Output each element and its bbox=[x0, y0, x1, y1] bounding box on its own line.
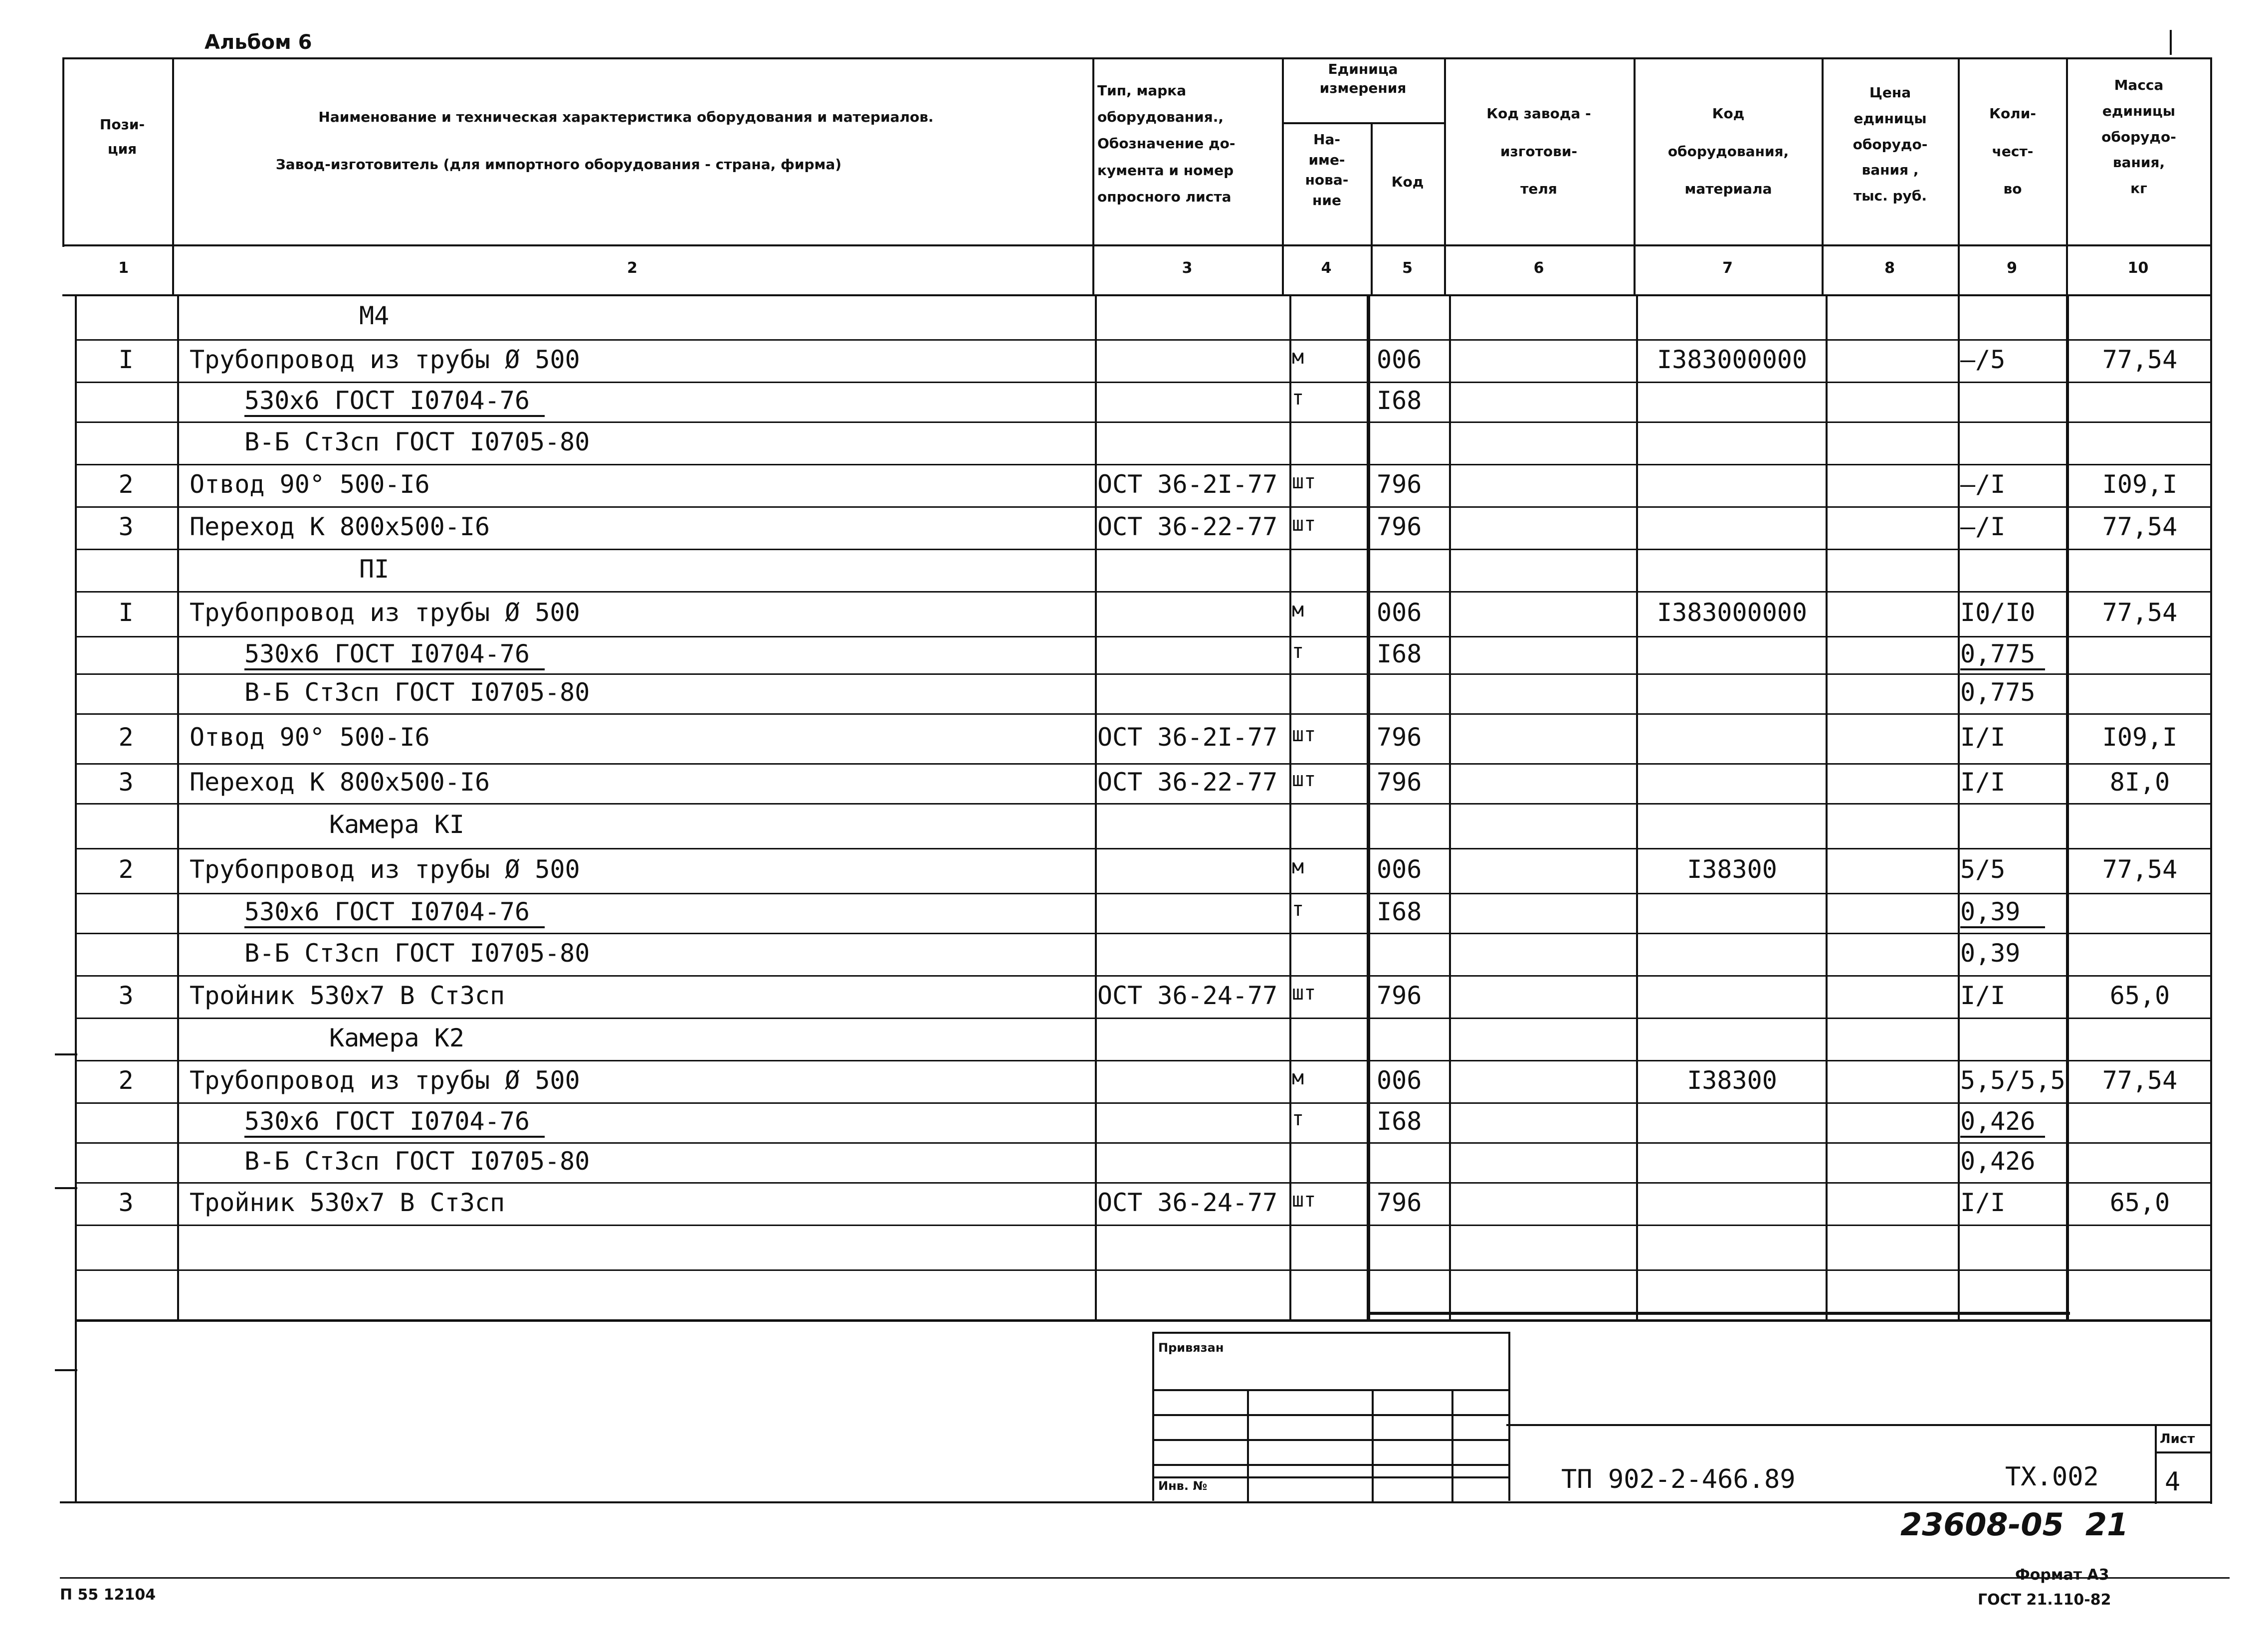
row-divider bbox=[75, 803, 2212, 805]
document-cell: ОСТ 36-24-77 bbox=[1097, 981, 1278, 1010]
footer-left-code: Π 55 12104 bbox=[60, 1586, 156, 1604]
row-divider bbox=[75, 1060, 2212, 1061]
row-divider bbox=[75, 893, 2212, 894]
material-code-cell: I383000000 bbox=[1656, 598, 1808, 627]
footer-standard: ГОСТ 21.110-82 bbox=[1978, 1591, 2111, 1609]
mass-cell: 65,0 bbox=[2109, 1188, 2170, 1217]
album-label: Альбом 6 bbox=[205, 31, 312, 54]
quantity-cell: I/I bbox=[1960, 1188, 2006, 1217]
column-number: 1 bbox=[118, 259, 129, 277]
header-plant-code: Код завода - изготови- теля bbox=[1486, 105, 1591, 198]
column-number: 3 bbox=[1182, 259, 1193, 277]
mass-cell: I09,I bbox=[2102, 723, 2178, 752]
unit-name-cell: т bbox=[1292, 387, 1304, 410]
column-number: 6 bbox=[1533, 259, 1544, 277]
handwritten-number: 23608-05 21 bbox=[1900, 1506, 2129, 1543]
unit-code-cell: 006 bbox=[1377, 855, 1422, 884]
name-cell: Трубопровод из трубы Ø 500 bbox=[190, 598, 580, 627]
header-unit-name: На- име- нова- ние bbox=[1305, 131, 1349, 208]
quantity-cell: –/I bbox=[1960, 512, 2006, 541]
name-cell: Тройник 530х7 В Ст3сп bbox=[190, 981, 505, 1010]
row-divider bbox=[75, 464, 2212, 465]
name-cell: Тройник 530х7 В Ст3сп bbox=[190, 1188, 505, 1217]
mass-cell: I09,I bbox=[2102, 469, 2178, 499]
material-code-cell: I38300 bbox=[1687, 1065, 1777, 1095]
quantity-cell: I/I bbox=[1960, 723, 2006, 752]
project-number: ТП 902-2-466.89 bbox=[1561, 1464, 1796, 1494]
quantity-cell: 0,775 bbox=[1960, 678, 2036, 707]
bound-label: Привязан bbox=[1158, 1341, 1224, 1355]
unit-code-cell: I68 bbox=[1377, 639, 1422, 668]
unit-name-cell: шт bbox=[1292, 981, 1316, 1005]
column-number: 2 bbox=[627, 259, 637, 277]
unit-code-cell: I68 bbox=[1377, 1107, 1422, 1136]
row-divider bbox=[75, 673, 2212, 675]
footer-format: Формат А3 bbox=[2015, 1566, 2109, 1584]
mass-cell: 77,54 bbox=[2102, 1065, 2178, 1095]
unit-name-cell: шт bbox=[1292, 723, 1316, 746]
position-cell: I bbox=[118, 598, 134, 627]
name-cell: Трубопровод из трубы Ø 500 bbox=[190, 345, 580, 374]
quantity-cell: I/I bbox=[1960, 768, 2006, 797]
unit-name-cell: т bbox=[1292, 639, 1304, 663]
row-divider bbox=[75, 591, 2212, 593]
mass-cell: 8I,0 bbox=[2109, 768, 2170, 797]
row-divider bbox=[75, 382, 2212, 383]
header-position: Пози- ция bbox=[99, 116, 145, 157]
row-divider bbox=[75, 848, 2212, 849]
unit-name-cell: шт bbox=[1292, 512, 1316, 536]
mass-cell: 77,54 bbox=[2102, 598, 2178, 627]
name-cell: 530х6 ГОСТ I0704-76 bbox=[244, 1109, 545, 1138]
name-cell: Камера КI bbox=[329, 810, 464, 839]
unit-name-cell: м bbox=[1292, 855, 1304, 878]
material-code-cell: I383000000 bbox=[1656, 345, 1808, 374]
unit-code-cell: 796 bbox=[1377, 469, 1422, 499]
quantity-cell: 0,39 bbox=[1960, 899, 2045, 928]
unit-code-cell: 796 bbox=[1377, 981, 1422, 1010]
quantity-cell: –/5 bbox=[1960, 345, 2006, 374]
corner-mark bbox=[2170, 30, 2172, 55]
name-cell: Трубопровод из трубы Ø 500 bbox=[190, 855, 580, 884]
name-cell: Отвод 90° 500-I6 bbox=[190, 723, 430, 752]
unit-code-cell: 796 bbox=[1377, 1188, 1422, 1217]
document-cell: ОСТ 36-2I-77 bbox=[1097, 723, 1278, 752]
document-cell: ОСТ 36-22-77 bbox=[1097, 768, 1278, 797]
row-divider bbox=[75, 763, 2212, 765]
name-cell: Камера К2 bbox=[329, 1023, 464, 1052]
quantity-cell: I/I bbox=[1960, 981, 2006, 1010]
unit-name-cell: м bbox=[1292, 1066, 1304, 1089]
position-cell: 3 bbox=[118, 1188, 134, 1217]
row-divider bbox=[75, 339, 2212, 341]
sheet-code: ТХ.002 bbox=[2005, 1462, 2099, 1492]
position-cell: 3 bbox=[118, 981, 134, 1010]
name-cell: Переход К 800х500-I6 bbox=[190, 512, 490, 541]
position-cell: 3 bbox=[118, 512, 134, 541]
name-cell: Отвод 90° 500-I6 bbox=[190, 469, 430, 499]
document-cell: ОСТ 36-22-77 bbox=[1097, 512, 1278, 541]
header-quantity: Коли- чест- во bbox=[1989, 105, 2036, 198]
unit-code-cell: 796 bbox=[1377, 768, 1422, 797]
name-cell: В-Б Ст3сп ГОСТ I0705-80 bbox=[244, 427, 590, 456]
sheet-label: Лист bbox=[2160, 1432, 2195, 1446]
name-cell: 530х6 ГОСТ I0704-76 bbox=[244, 641, 545, 670]
row-divider bbox=[75, 506, 2212, 508]
row-divider bbox=[75, 421, 2212, 423]
name-cell: Трубопровод из трубы Ø 500 bbox=[190, 1065, 580, 1095]
position-cell: 2 bbox=[118, 1065, 134, 1095]
row-divider bbox=[75, 713, 2212, 715]
row-divider bbox=[75, 1182, 2212, 1184]
name-cell: В-Б Ст3сп ГОСТ I0705-80 bbox=[244, 1147, 590, 1176]
mass-cell: 65,0 bbox=[2109, 981, 2170, 1010]
unit-code-cell: I68 bbox=[1377, 897, 1422, 926]
header-name-line2: Завод-изготовитель (для импортного оборудования - страна, фирма) bbox=[275, 156, 842, 173]
column-number: 10 bbox=[2127, 259, 2149, 277]
row-divider bbox=[75, 1018, 2212, 1019]
position-cell: 3 bbox=[118, 768, 134, 797]
column-number: 4 bbox=[1321, 259, 1332, 277]
row-divider bbox=[75, 1102, 2212, 1104]
quantity-cell: 0,775 bbox=[1960, 641, 2045, 670]
position-cell: 2 bbox=[118, 723, 134, 752]
row-divider bbox=[75, 975, 2212, 977]
header-unit-code: Код bbox=[1391, 174, 1424, 190]
unit-code-cell: 006 bbox=[1377, 598, 1422, 627]
unit-name-cell: т bbox=[1292, 1107, 1304, 1130]
mass-cell: 77,54 bbox=[2102, 855, 2178, 884]
quantity-cell: 0,426 bbox=[1960, 1147, 2036, 1176]
quantity-cell: –/I bbox=[1960, 469, 2006, 499]
unit-name-cell: шт bbox=[1292, 1188, 1316, 1212]
quantity-cell: I0/I0 bbox=[1960, 598, 2036, 627]
quantity-cell: 5,5/5,5 bbox=[1960, 1065, 2065, 1095]
header-unit-group: Единица измерения bbox=[1319, 61, 1407, 96]
unit-code-cell: 796 bbox=[1377, 723, 1422, 752]
column-number: 9 bbox=[2007, 259, 2017, 277]
unit-name-cell: шт bbox=[1292, 768, 1316, 791]
row-divider bbox=[75, 933, 2212, 934]
inventory-label: Инв. № bbox=[1158, 1479, 1208, 1493]
header-mass: Масса единицы оборудо- вания, кг bbox=[2101, 77, 2176, 197]
header-material-code: Код оборудования, материала bbox=[1667, 105, 1789, 198]
unit-name-cell: м bbox=[1292, 345, 1304, 369]
quantity-cell: 5/5 bbox=[1960, 855, 2006, 884]
margin-tick bbox=[55, 1053, 77, 1055]
name-cell: М4 bbox=[359, 301, 390, 330]
mass-cell: 77,54 bbox=[2102, 512, 2178, 541]
name-cell: ПI bbox=[359, 554, 390, 584]
margin-tick bbox=[55, 1187, 77, 1189]
margin-tick bbox=[55, 1369, 77, 1371]
row-divider bbox=[75, 549, 2212, 550]
name-cell: 530х6 ГОСТ I0704-76 bbox=[244, 388, 545, 417]
quantity-cell: 0,39 bbox=[1960, 938, 2021, 968]
header-name-line1: Наименование и техническая характеристика оборудования и материалов. bbox=[318, 109, 934, 125]
unit-name-cell: м bbox=[1292, 599, 1304, 621]
row-divider bbox=[75, 1225, 2212, 1226]
position-cell: 2 bbox=[118, 469, 134, 499]
row-divider bbox=[75, 1269, 2212, 1271]
row-divider bbox=[75, 1142, 2212, 1144]
unit-code-cell: 006 bbox=[1377, 345, 1422, 374]
document-cell: ОСТ 36-24-77 bbox=[1097, 1188, 1278, 1217]
header-doc: Тип, марка оборудования., Обозначение до- кумента и номер опросного листа bbox=[1097, 82, 1236, 205]
position-cell: I bbox=[118, 345, 134, 374]
mass-cell: 77,54 bbox=[2102, 345, 2178, 374]
sheet-number: 4 bbox=[2165, 1467, 2181, 1497]
unit-name-cell: шт bbox=[1292, 470, 1316, 493]
name-cell: Переход К 800х500-I6 bbox=[190, 768, 490, 797]
column-number: 7 bbox=[1722, 259, 1733, 277]
unit-name-cell: т bbox=[1292, 898, 1304, 921]
row-divider bbox=[75, 636, 2212, 637]
unit-code-cell: 796 bbox=[1377, 512, 1422, 541]
header-price: Цена единицы оборудо- вания , тыс. руб. bbox=[1853, 84, 1928, 205]
material-code-cell: I38300 bbox=[1687, 855, 1777, 884]
column-number: 8 bbox=[1884, 259, 1895, 277]
position-cell: 2 bbox=[118, 855, 134, 884]
unit-code-cell: 006 bbox=[1377, 1065, 1422, 1095]
document-cell: ОСТ 36-2I-77 bbox=[1097, 469, 1278, 499]
column-number: 5 bbox=[1402, 259, 1413, 277]
unit-code-cell: I68 bbox=[1377, 386, 1422, 415]
quantity-cell: 0,426 bbox=[1960, 1109, 2045, 1138]
name-cell: В-Б Ст3сп ГОСТ I0705-80 bbox=[244, 938, 590, 968]
name-cell: 530х6 ГОСТ I0704-76 bbox=[244, 899, 545, 928]
name-cell: В-Б Ст3сп ГОСТ I0705-80 bbox=[244, 678, 590, 707]
